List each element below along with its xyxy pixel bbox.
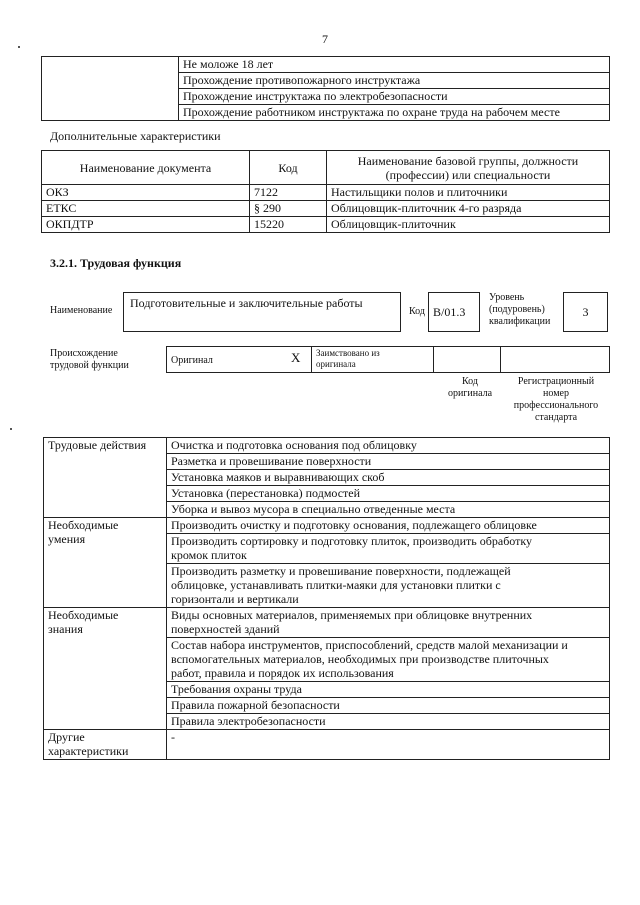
origin-original-cell — [167, 347, 312, 373]
knowledge-line: Правила пожарной безопасности — [171, 698, 340, 712]
skill-line: Производить разметку и провешивание поверхности, подлежащей — [171, 564, 511, 578]
knowledge-line: Правила электробезопасности — [171, 714, 326, 728]
additional-table — [41, 150, 610, 233]
header-name-line: (профессии) или специальности — [385, 167, 551, 182]
header-code: Код — [250, 151, 327, 185]
function-name-value: Подготовительные и заключительные работы — [130, 296, 363, 310]
knowledge-line: Состав набора инструментов, приспособлений, средств малой механизации и — [171, 638, 568, 652]
original-mark: X — [291, 350, 301, 365]
requirement-row: Прохождение противопожарного инструктажа — [179, 73, 610, 89]
requirement-row: Прохождение работником инструктажа по охране труда на рабочем месте — [179, 105, 610, 121]
doc-cell: ОКЗ — [42, 185, 250, 201]
caption-line: Регистрационный — [517, 376, 595, 387]
additional-heading: Дополнительные характеристики — [50, 129, 221, 143]
knowledge-line: Требования охраны труда — [171, 682, 302, 696]
origin-label-line: трудовой функции — [50, 360, 129, 371]
labor-function-table — [43, 437, 610, 760]
header-document: Наименование документа — [42, 151, 250, 185]
requirement-row: Прохождение инструктажа по электробезопасности — [179, 89, 610, 105]
code-cell: 15220 — [250, 217, 327, 233]
other-label-line: характеристики — [48, 744, 129, 758]
level-label — [489, 292, 550, 328]
level-label-line: квалификации — [489, 316, 551, 327]
knowledge-item — [167, 682, 610, 698]
knowledge-item — [167, 698, 610, 714]
requirement-row: Не моложе 18 лет — [179, 57, 610, 73]
knowledge-item — [167, 638, 610, 682]
original-code-cell — [434, 347, 501, 373]
code-label: Код — [409, 306, 425, 317]
function-name-box — [123, 292, 401, 332]
other-label — [44, 730, 167, 760]
borrowed-cell — [312, 347, 434, 373]
skill-line: облицовке, устанавливать плитки-маяки для установки плитки с — [171, 578, 501, 592]
level-box — [563, 292, 608, 332]
name-cell: Настильщики полов и плиточники — [327, 185, 610, 201]
code-original-caption — [438, 376, 502, 400]
caption-line: профессионального — [513, 400, 599, 411]
scan-speck — [10, 428, 12, 430]
code-cell: 7122 — [250, 185, 327, 201]
section-title: 3.2.1. Трудовая функция — [50, 256, 182, 270]
skills-label-line: умения — [48, 532, 86, 546]
level-value: 3 — [582, 305, 589, 319]
skill-line: Производить сортировку и подготовку плиток, производить обработку — [171, 534, 533, 548]
page-number: 7 — [322, 32, 328, 46]
actions-label: Трудовые действия — [44, 438, 167, 518]
caption-line: оригинала — [447, 388, 493, 399]
requirements-empty-cell — [42, 57, 179, 121]
name-cell: Облицовщик-плиточник 4-го разряда — [327, 201, 610, 217]
scan-speck — [18, 46, 20, 48]
code-value: В/01.3 — [433, 305, 466, 319]
skills-label-line: Необходимые — [48, 518, 119, 532]
knowledge-label-line: знания — [48, 622, 83, 636]
borrowed-line: оригинала — [316, 359, 356, 369]
skill-line: горизонтали и вертикали — [171, 592, 299, 606]
code-cell: § 290 — [250, 201, 327, 217]
origin-table — [166, 346, 610, 373]
knowledge-label-line: Необходимые — [48, 608, 119, 622]
skill-item — [167, 534, 610, 564]
knowledge-item — [167, 608, 610, 638]
origin-label-line: Происхождение — [50, 348, 118, 359]
code-box — [428, 292, 480, 332]
knowledge-item — [167, 714, 610, 730]
action-item: Уборка и вывоз мусора в специально отведенные места — [167, 502, 610, 518]
origin-label — [50, 348, 129, 372]
other-label-line: Другие — [48, 730, 85, 744]
knowledge-label — [44, 608, 167, 730]
caption-line: номер — [543, 388, 569, 399]
action-item: Установка (перестановка) подмостей — [167, 486, 610, 502]
skill-line: кромок плиток — [171, 548, 247, 562]
caption-line: Код — [462, 376, 478, 387]
skill-item — [167, 518, 610, 534]
registration-caption — [502, 376, 610, 424]
doc-cell: ОКПДТР — [42, 217, 250, 233]
knowledge-line: вспомогательных материалов, необходимых при производстве плиточных — [171, 652, 549, 666]
skills-label — [44, 518, 167, 608]
function-name-label: Наименование — [50, 305, 113, 316]
action-item: Разметка и провешивание поверхности — [167, 454, 610, 470]
header-name-line: Наименование базовой группы, должности — [357, 153, 579, 168]
skill-item — [167, 564, 610, 608]
doc-cell: ЕТКС — [42, 201, 250, 217]
registration-number-cell — [501, 347, 610, 373]
original-label: Оригинал — [171, 354, 213, 366]
other-value: - — [167, 730, 610, 760]
caption-line: стандарта — [534, 412, 578, 423]
action-item: Очистка и подготовка основания под облицовку — [167, 438, 610, 454]
skill-line: Производить очистку и подготовку основания, подлежащего облицовке — [171, 518, 537, 532]
requirements-table — [41, 56, 610, 121]
header-name — [327, 151, 610, 185]
level-label-line: Уровень — [489, 292, 525, 303]
knowledge-line: работ, правила и порядок их использования — [171, 666, 394, 680]
knowledge-line: Виды основных материалов, применяемых при облицовке внутренних — [171, 608, 533, 622]
name-cell: Облицовщик-плиточник — [327, 217, 610, 233]
level-label-line: (подуровень) — [489, 304, 545, 315]
knowledge-line: поверхностей зданий — [171, 622, 280, 636]
action-item: Установка маяков и выравнивающих скоб — [167, 470, 610, 486]
borrowed-line: Заимствовано из — [316, 348, 380, 358]
